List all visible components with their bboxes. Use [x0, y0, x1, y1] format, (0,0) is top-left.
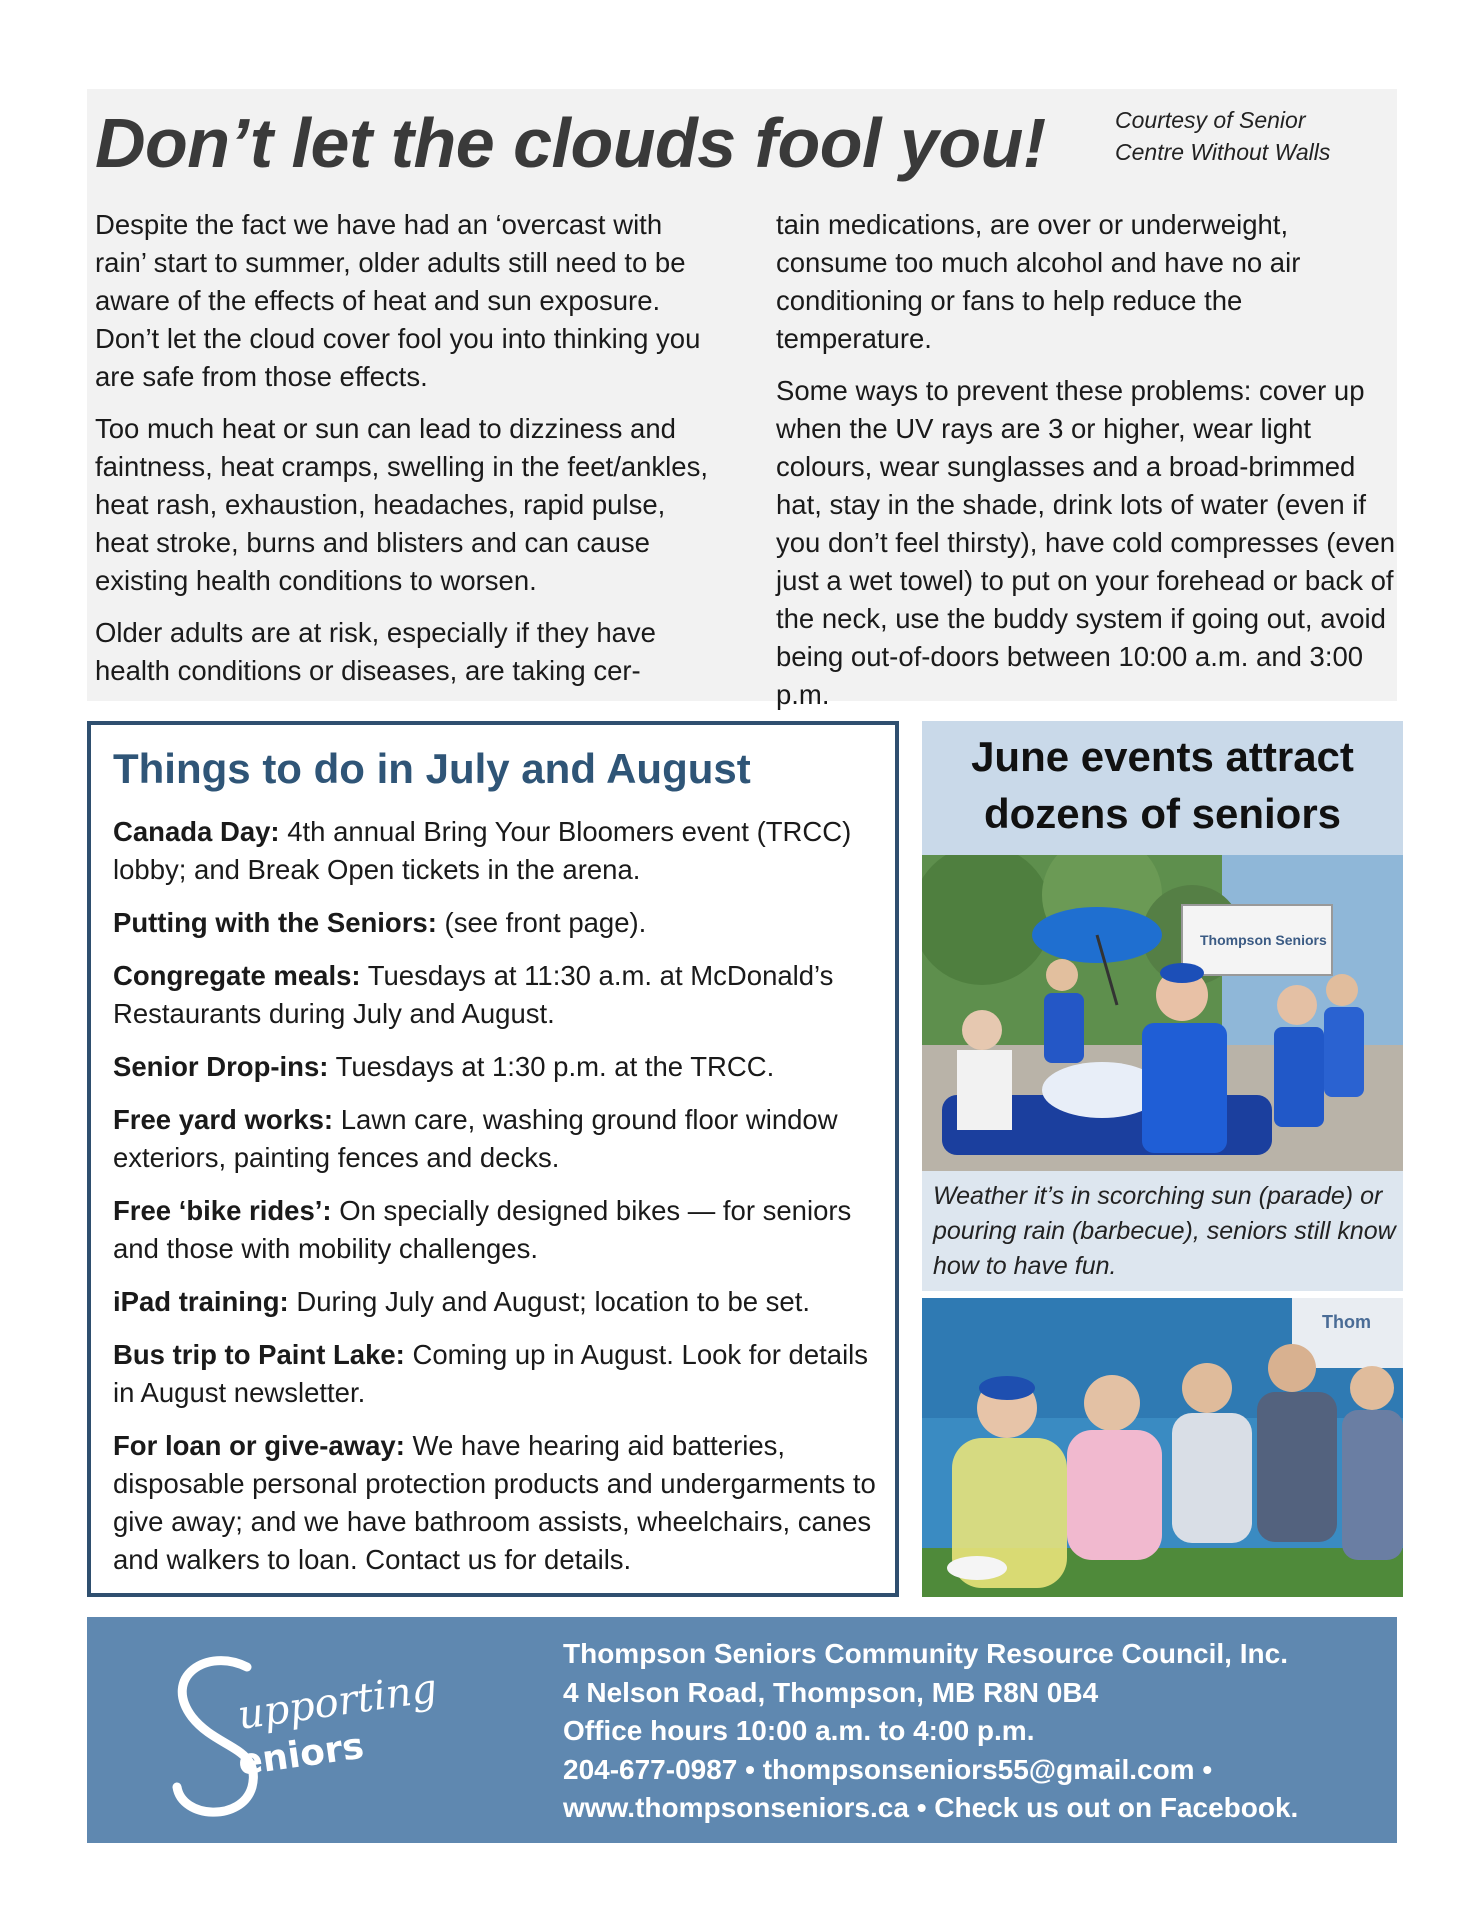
todo-item-text: We have hearing aid batteries, disposable personal protection products and undergarments to give away; and we have bathroom assists, wheelchairs, canes and walkers to loan. Contact us for details.: [113, 1430, 876, 1575]
logo-word-2: eniors: [235, 1725, 367, 1784]
todo-item: [113, 1283, 883, 1321]
june-events-panel: [922, 721, 1403, 1597]
todo-item-label: For loan or give-away:: [113, 1430, 405, 1461]
todo-item-label: iPad training:: [113, 1286, 289, 1317]
todo-item: [113, 957, 883, 1033]
article-paragraph: Too much heat or sun can lead to dizziness and faintness, heat cramps, swelling in the feet/ankles, heat rash, exhaustion, headaches, rapid pulse, heat stroke, burns and blisters and can cause existing health conditions to worsen.: [95, 413, 708, 596]
article-title: Don’t let the clouds fool you!: [95, 104, 1046, 182]
credit-line-1: Courtesy of Senior: [1115, 107, 1306, 133]
photo-caption-box: [922, 1171, 1403, 1291]
todo-item-label: Putting with the Seniors:: [113, 907, 437, 938]
todo-item-label: Free yard works:: [113, 1104, 334, 1135]
events-heading-line-2: dozens of seniors: [983, 790, 1342, 837]
article-credit: [1115, 104, 1330, 168]
credit-line-2: Centre Without Walls: [1115, 139, 1331, 165]
barbecue-photo-illustration: [922, 1298, 1403, 1597]
todo-item-label: Bus trip to Paint Lake:: [113, 1339, 405, 1370]
article-paragraph: Older adults are at risk, especially if they have health conditions or diseases, are taking cer-: [95, 617, 656, 686]
todo-item: [113, 1192, 883, 1268]
todo-list: [113, 813, 883, 1594]
website-facebook: www.thompsonseniors.ca • Check us out on Facebook.: [563, 1792, 1299, 1823]
events-heading-line-1: June events attract: [971, 733, 1354, 780]
todo-item-text: (see front page).: [436, 907, 647, 938]
todo-item-label: Senior Drop-ins:: [113, 1051, 329, 1082]
org-name: Thompson Seniors Community Resource Council, Inc.: [563, 1638, 1288, 1669]
todo-item-text: 4th annual Bring Your Bloomers event (TRCC) lobby; and Break Open tickets in the arena.: [113, 816, 852, 885]
todo-item: [113, 813, 883, 889]
article-column-1: [95, 206, 715, 704]
todo-item-text: Tuesdays at 1:30 p.m. at the TRCC.: [328, 1051, 775, 1082]
things-to-do-box: [87, 721, 899, 1597]
todo-item-text: Coming up in August. Look for details in August newsletter.: [113, 1339, 869, 1408]
parade-photo-illustration: [922, 855, 1403, 1171]
supporting-seniors-logo: [152, 1637, 452, 1827]
barbecue-photo: [922, 1298, 1403, 1597]
banner-text: Thompson Seniors: [1200, 932, 1327, 948]
events-heading: [922, 721, 1403, 842]
todo-item-label: Free ‘bike rides’:: [113, 1195, 332, 1226]
events-heading-box: [922, 721, 1403, 855]
address: 4 Nelson Road, Thompson, MB R8N 0B4: [563, 1676, 1099, 1708]
todo-item: [113, 1048, 883, 1086]
footer-banner: [87, 1617, 1397, 1843]
todo-item-label: Congregate meals:: [113, 960, 361, 991]
parade-photo: [922, 855, 1403, 1171]
todo-item-text: Lawn care, washing ground floor window exteriors, painting fences and decks.: [113, 1104, 838, 1173]
article-paragraph: tain medications, are over or underweight, consume too much alcohol and have no air conditioning or fans to help reduce the temperature.: [776, 209, 1301, 354]
todo-item: [113, 1336, 883, 1412]
article-paragraph: Some ways to prevent these problems: cover up when the UV rays are 3 or higher, wear light colours, wear sunglasses and a broad-brimmed hat, stay in the shade, drink lots of water (even if you don’t feel thirsty), have cold compresses (even just a wet towel) to put on your forehead or back of the neck, use the buddy system if going out, avoid being out-of-doors between 10:00 a.m. and 3:00 p.m.: [776, 375, 1396, 710]
office-hours: Office hours 10:00 a.m. to 4:00 p.m.: [563, 1715, 1035, 1746]
todo-item: [113, 904, 883, 942]
phone-email: 204-677-0987 • thompsonseniors55@gmail.com •: [563, 1753, 1213, 1785]
todo-item-label: Canada Day:: [113, 816, 280, 847]
banner-text: Thom: [1322, 1312, 1371, 1332]
todo-item: [113, 1427, 883, 1579]
todo-heading: Things to do in July and August: [113, 745, 751, 792]
article-paragraph: Despite the fact we have had an ‘overcast with rain’ start to summer, older adults still need to be aware of the effects of heat and sun exposure. Don’t let the cloud cover fool you into thinking you are safe from those effects.: [95, 209, 701, 392]
heat-article: [87, 89, 1397, 710]
article-column-2: [776, 206, 1396, 728]
todo-item-text: On specially designed bikes — for seniors and those with mobility challenges.: [113, 1195, 852, 1264]
todo-item-text: Tuesdays at 11:30 a.m. at McDonald’s Restaurants during July and August.: [113, 960, 834, 1029]
photo-caption: Weather it’s in scorching sun (parade) or pouring rain (barbecue), seniors still know how to have fun.: [933, 1182, 1396, 1280]
todo-item-text: During July and August; location to be set.: [288, 1286, 810, 1317]
logo-word-1: upporting: [234, 1665, 440, 1739]
contact-info: [563, 1635, 1383, 1828]
todo-item: [113, 1101, 883, 1177]
